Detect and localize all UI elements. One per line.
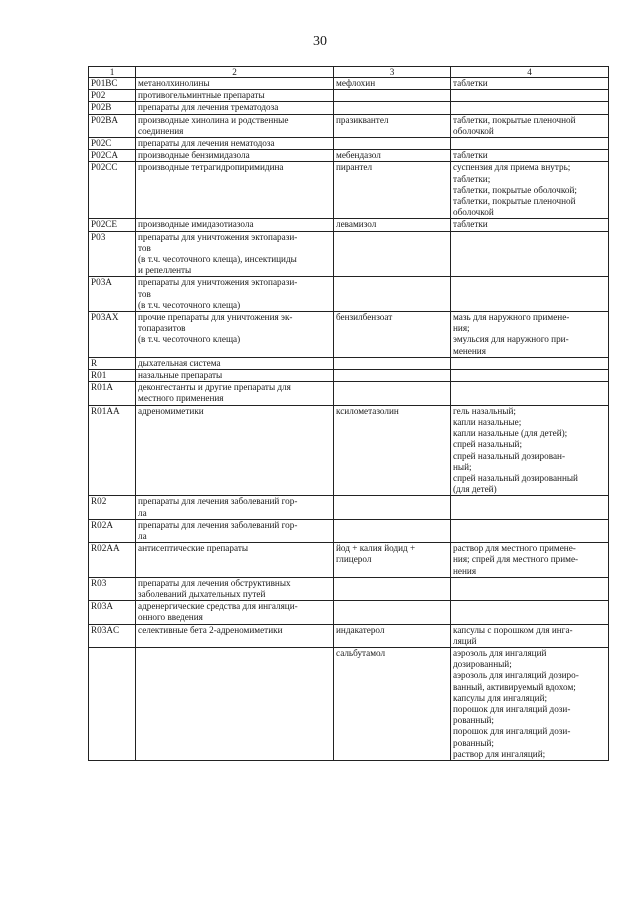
atc-code-cell: R — [89, 357, 136, 369]
table-row — [89, 162, 609, 219]
atc-code-cell: P02CE — [89, 219, 136, 231]
group-name-cell: прочие препараты для уничтожения эк- топаразитов (в т.ч. чесоточного клеща) — [136, 312, 334, 358]
substance-cell — [334, 231, 451, 277]
substance-cell — [334, 90, 451, 102]
dosage-form-cell: таблетки — [451, 150, 609, 162]
dosage-form-cell: мазь для наружного примене- ния; эмульсия для наружного при- менения — [451, 312, 609, 358]
table-row — [89, 543, 609, 578]
substance-cell: ксилометазолин — [334, 405, 451, 496]
substance-cell — [334, 102, 451, 114]
table-row — [89, 138, 609, 150]
table-row — [89, 219, 609, 231]
atc-code-cell: P03AX — [89, 312, 136, 358]
substance-cell: сальбутамол — [334, 647, 451, 760]
dosage-form-cell: раствор для местного примене- ния; спрей для местного приме- нения — [451, 543, 609, 578]
substance-cell — [334, 601, 451, 624]
group-name-cell: антисептические препараты — [136, 543, 334, 578]
table-row — [89, 114, 609, 137]
substance-cell — [334, 496, 451, 519]
group-name-cell: деконгестанты и другие препараты для местного применения — [136, 382, 334, 405]
group-name-cell: адренергические средства для ингаляци- онного введения — [136, 601, 334, 624]
group-name-cell: производные бензимидазола — [136, 150, 334, 162]
table-row — [89, 405, 609, 496]
atc-code-cell: R03 — [89, 577, 136, 600]
group-name-cell: препараты для уничтожения эктопарази- тов (в т.ч. чесоточного клеща), инсектициды и репелленты — [136, 231, 334, 277]
table-body — [89, 78, 609, 761]
substance-cell — [334, 277, 451, 312]
table-row — [89, 519, 609, 542]
substance-cell: йод + калия йодид + глицерол — [334, 543, 451, 578]
page-number: 30 — [313, 34, 327, 49]
table-row — [89, 601, 609, 624]
atc-code-cell: P02B — [89, 102, 136, 114]
table-row — [89, 370, 609, 382]
substance-cell — [334, 138, 451, 150]
dosage-form-cell — [451, 90, 609, 102]
group-name-cell: производные хинолина и родственные соединения — [136, 114, 334, 137]
dosage-form-cell — [451, 370, 609, 382]
dosage-form-cell: капсулы с порошком для инга- ляций — [451, 624, 609, 647]
group-name-cell: дыхательная система — [136, 357, 334, 369]
substance-cell — [334, 577, 451, 600]
column-header-1: 1 — [89, 67, 136, 78]
group-name-cell: препараты для уничтожения эктопарази- тов (в т.ч. чесоточного клеща) — [136, 277, 334, 312]
dosage-form-cell: аэрозоль для ингаляций дозированный; аэрозоль для ингаляций дозиро- ванный, активируемый вдохом; капсулы для ингаляций; порошок для ингаляций дози- рованный; порошок для ингаляций дози- рованный; раствор для ингаляций; — [451, 647, 609, 760]
dosage-form-cell: таблетки — [451, 78, 609, 90]
group-name-cell: препараты для лечения трематодоза — [136, 102, 334, 114]
atc-code-cell: R02 — [89, 496, 136, 519]
atc-code-cell: R02AA — [89, 543, 136, 578]
table-row — [89, 577, 609, 600]
atc-code-cell: R03AC — [89, 624, 136, 647]
substance-cell: празиквантел — [334, 114, 451, 137]
dosage-form-cell — [451, 519, 609, 542]
substance-cell: бензилбензоат — [334, 312, 451, 358]
atc-drug-table — [88, 66, 609, 761]
group-name-cell: производные тетрагидропиримидина — [136, 162, 334, 219]
dosage-form-cell — [451, 382, 609, 405]
dosage-form-cell — [451, 277, 609, 312]
group-name-cell — [136, 647, 334, 760]
substance-cell — [334, 357, 451, 369]
table-row — [89, 102, 609, 114]
dosage-form-cell — [451, 577, 609, 600]
atc-code-cell: R01A — [89, 382, 136, 405]
column-header-4: 4 — [451, 67, 609, 78]
dosage-form-cell: таблетки — [451, 219, 609, 231]
atc-code-cell: P02CA — [89, 150, 136, 162]
group-name-cell: назальные препараты — [136, 370, 334, 382]
dosage-form-cell: гель назальный; капли назальные; капли назальные (для детей); спрей назальный; спрей назальный дозирован- ный; спрей назальный дозированный (для детей) — [451, 405, 609, 496]
dosage-form-cell — [451, 496, 609, 519]
atc-code-cell: P01BC — [89, 78, 136, 90]
group-name-cell: препараты для лечения заболеваний гор- ла — [136, 519, 334, 542]
table-row — [89, 78, 609, 90]
table-row — [89, 312, 609, 358]
substance-cell: левамизол — [334, 219, 451, 231]
table-row — [89, 150, 609, 162]
group-name-cell: производные имидазотиазола — [136, 219, 334, 231]
dosage-form-cell: таблетки, покрытые пленочной оболочкой — [451, 114, 609, 137]
group-name-cell: адреномиметики — [136, 405, 334, 496]
table-row — [89, 231, 609, 277]
table-row — [89, 90, 609, 102]
atc-code-cell — [89, 647, 136, 760]
group-name-cell: препараты для лечения нематодоза — [136, 138, 334, 150]
dosage-form-cell — [451, 231, 609, 277]
atc-code-cell: P02BA — [89, 114, 136, 137]
dosage-form-cell: суспензия для приема внутрь; таблетки; таблетки, покрытые оболочкой; таблетки, покрытые пленочной оболочкой — [451, 162, 609, 219]
atc-code-cell: R01 — [89, 370, 136, 382]
group-name-cell: препараты для лечения заболеваний гор- ла — [136, 496, 334, 519]
dosage-form-cell — [451, 601, 609, 624]
column-header-2: 2 — [136, 67, 334, 78]
atc-code-cell: R03A — [89, 601, 136, 624]
dosage-form-cell — [451, 138, 609, 150]
table-row — [89, 647, 609, 760]
dosage-form-cell — [451, 102, 609, 114]
atc-code-cell: P03A — [89, 277, 136, 312]
table-row — [89, 357, 609, 369]
column-header-3: 3 — [334, 67, 451, 78]
substance-cell — [334, 382, 451, 405]
table-row — [89, 624, 609, 647]
substance-cell: мефлохин — [334, 78, 451, 90]
substance-cell: пирантел — [334, 162, 451, 219]
group-name-cell: противогельминтные препараты — [136, 90, 334, 102]
atc-code-cell: P02 — [89, 90, 136, 102]
group-name-cell: селективные бета 2-адреномиметики — [136, 624, 334, 647]
atc-code-cell: P02CC — [89, 162, 136, 219]
substance-cell: индакатерол — [334, 624, 451, 647]
header-row — [89, 67, 609, 78]
atc-code-cell: P03 — [89, 231, 136, 277]
table-row — [89, 277, 609, 312]
atc-code-cell: P02C — [89, 138, 136, 150]
table-row — [89, 496, 609, 519]
substance-cell — [334, 519, 451, 542]
group-name-cell: препараты для лечения обструктивных заболеваний дыхательных путей — [136, 577, 334, 600]
substance-cell: мебендазол — [334, 150, 451, 162]
table-row — [89, 382, 609, 405]
atc-code-cell: R02A — [89, 519, 136, 542]
group-name-cell: метанолхинолины — [136, 78, 334, 90]
substance-cell — [334, 370, 451, 382]
dosage-form-cell — [451, 357, 609, 369]
atc-code-cell: R01AA — [89, 405, 136, 496]
